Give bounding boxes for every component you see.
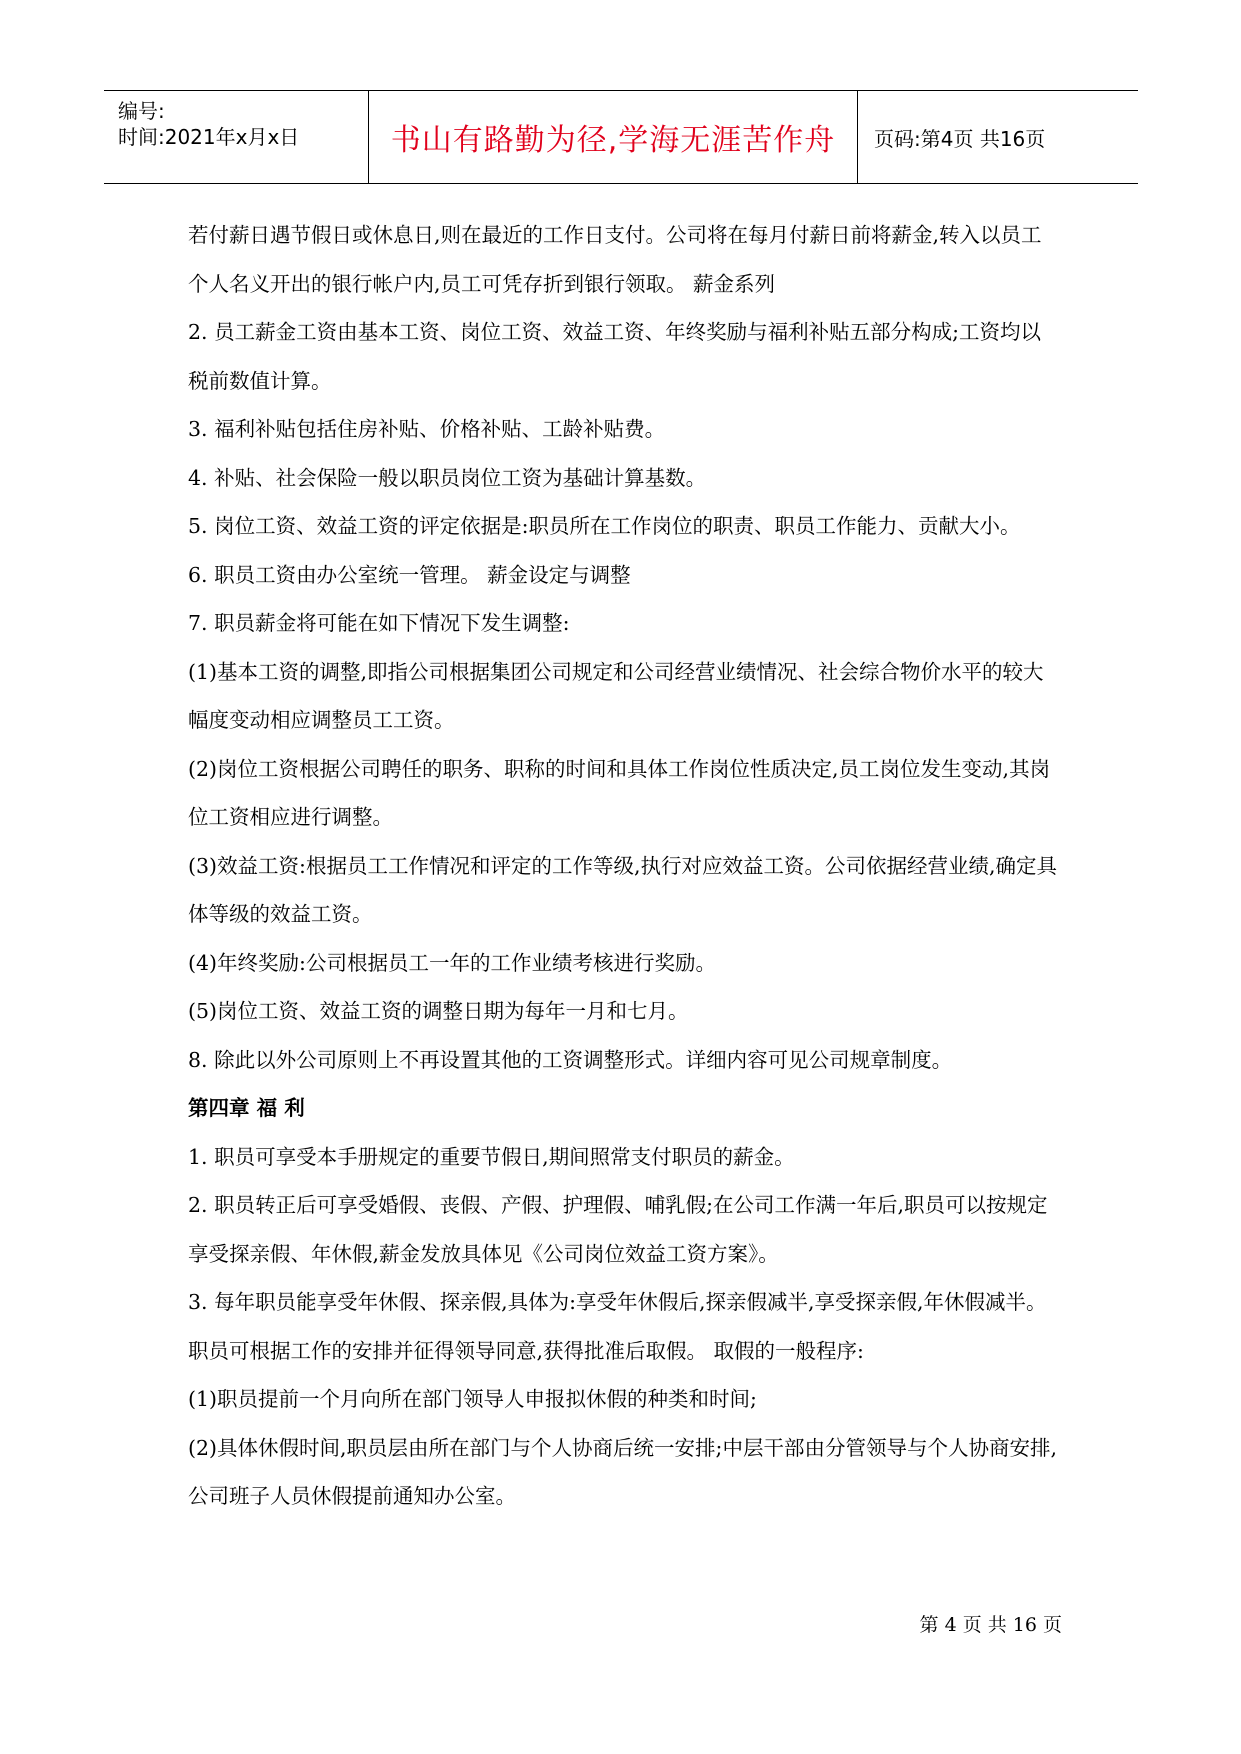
paragraph: 3. 福利补贴包括住房补贴、价格补贴、工龄补贴费。 [188,417,666,441]
paragraph: 7. 职员薪金将可能在如下情况下发生调整: [188,611,570,635]
paragraph: (1)基本工资的调整,即指公司根据集团公司规定和公司经营业绩情况、社会综合物价水平的较大幅度变动相应调整员工工资。 [188,659,1044,732]
paragraph: 4. 补贴、社会保险一般以职员岗位工资为基础计算基数。 [188,465,707,490]
paragraph: 5. 岗位工资、效益工资的评定依据是:职员所在工作岗位的职责、职员工作能力、贡献大小。 [188,514,1021,538]
number-label: 编号: [118,99,165,123]
page-footer: 第 4 页 共 16 页 [919,1614,1062,1636]
paragraph: 2. 员工薪金工资由基本工资、岗位工资、效益工资、年终奖励与福利补贴五部分构成;工资均以税前数值计算。 [188,320,1041,393]
paragraph: (5)岗位工资、效益工资的调整日期为每年一月和七月。 [188,999,689,1023]
paragraph: (2)岗位工资根据公司聘任的职务、职称的时间和具体工作岗位性质决定,员工岗位发生变动,其岗位工资相应进行调整。 [188,756,1051,829]
document-body [188,211,1060,1521]
paragraph: 1. 职员可享受本手册规定的重要节假日,期间照常支付职员的薪金。 [188,1144,795,1169]
page-header [104,90,1138,184]
paragraph: (1)职员提前一个月向所在部门领导人申报拟休假的种类和时间; [188,1387,757,1411]
header-meta [104,91,369,183]
paragraph: 6. 职员工资由办公室统一管理。 薪金设定与调整 [188,562,631,587]
paragraph: 2. 职员转正后可享受婚假、丧假、产假、护理假、哺乳假;在公司工作满一年后,职员可以按规定享受探亲假、年休假,薪金发放具体见《公司岗位效益工资方案》。 [188,1193,1048,1266]
paragraph: 8. 除此以外公司原则上不再设置其他的工资调整形式。详细内容可见公司规章制度。 [188,1047,953,1072]
paragraph: (4)年终奖励:公司根据员工一年的工作业绩考核进行奖励。 [188,950,716,975]
paragraph: (2)具体休假时间,职员层由所在部门与个人协商后统一安排;中层干部由分管领导与个人协商安排,公司班子人员休假提前通知办公室。 [188,1435,1057,1508]
time-label: 时间:2021年x月x日 [118,125,300,149]
header-page-code: 页码:第4页 共16页 [874,126,1046,151]
header-motto: 书山有路勤为径,学海无涯苦作舟 [369,91,858,183]
paragraph: 若付薪日遇节假日或休息日,则在最近的工作日支付。公司将在每月付薪日前将薪金,转入以员工个人名义开出的银行帐户内,员工可凭存折到银行领取。 薪金系列 [188,223,1042,296]
paragraph: 3. 每年职员能享受年休假、探亲假,具体为:享受年休假后,探亲假减半,享受探亲假,年休假减半。职员可根据工作的安排并征得领导同意,获得批准后取假。 取假的一般程序: [188,1290,1047,1363]
paragraph: (3)效益工资:根据员工工作情况和评定的工作等级,执行对应效益工资。公司依据经营业绩,确定具体等级的效益工资。 [188,853,1057,926]
chapter-heading: 第四章 福 利 [188,1096,305,1120]
